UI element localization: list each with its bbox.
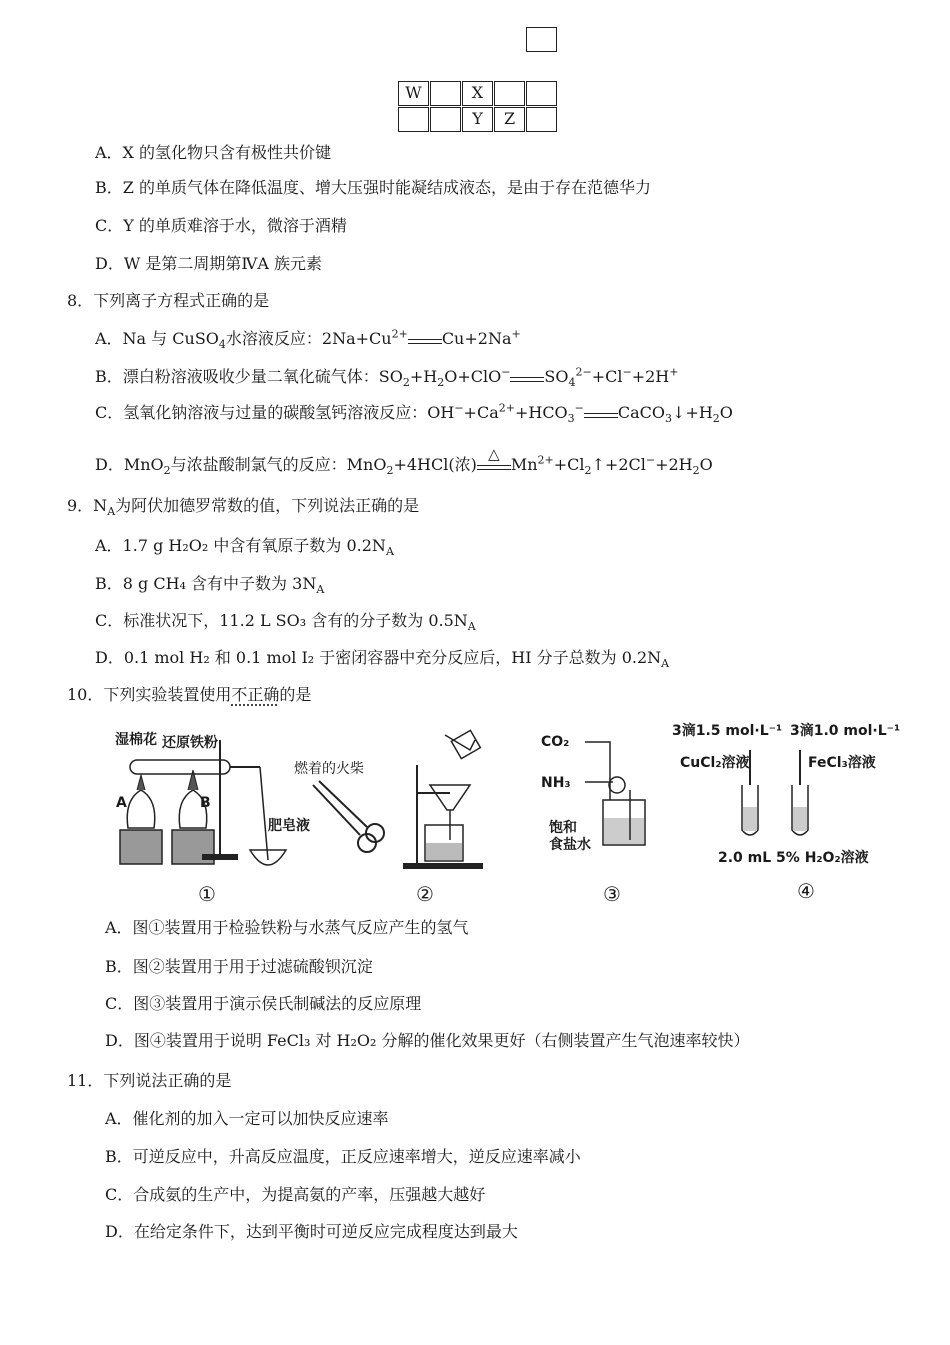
- fig4-label-drops-right: 3滴1.0 mol·L⁻¹: [790, 723, 901, 739]
- q9-option-c: C．标准状况下，11.2 L SO₃ 含有的分子数为 $0.5N_A$: [95, 611, 476, 634]
- q11-stem: 11．下列说法正确的是: [67, 1071, 232, 1090]
- fig4-label-drops-left: 3滴1.5 mol·L⁻¹: [672, 723, 783, 739]
- fig4-label-h2o2: 2.0 mL 5% H₂O₂溶液: [718, 850, 869, 866]
- q10-stem: 10．下列实验装置使用不正确的是: [67, 685, 312, 704]
- table-cell-y: Y: [462, 107, 493, 132]
- q11-option-d: D．在给定条件下，达到平衡时可逆反应完成程度达到最大: [105, 1222, 518, 1241]
- q7-option-c: C．Y 的单质难溶于水，微溶于酒精: [95, 216, 347, 235]
- fig3-label-nh3: NH₃: [541, 775, 571, 791]
- q7-option-a: A．X 的氢化物只含有极性共价键: [95, 143, 332, 162]
- figure-2-filtration: [395, 725, 495, 875]
- figure-4-test-tubes: [730, 745, 820, 845]
- q10-option-b: B．图②装置用于用于过滤硫酸钡沉淀: [105, 957, 373, 976]
- figure-3-gas-bottle: [585, 730, 660, 855]
- q11-option-b: B．可逆反应中，升高反应温度，正反应速率增大，逆反应速率减小: [105, 1147, 581, 1166]
- fig1-label-b: B: [200, 795, 211, 811]
- q8-stem: 8．下列离子方程式正确的是: [67, 291, 270, 310]
- q8-option-b: B．漂白粉溶液吸收少量二氧化硫气体：$SO_2+H_2O+ClO^-$ $SO_4^{2-}+Cl^-+2H^+$: [95, 365, 679, 390]
- q10-option-a: A．图①装置用于检验铁粉与水蒸气反应产生的氢气: [105, 918, 469, 937]
- q8-option-a: A．Na 与 CuSO$_4$水溶液反应：$2Na+Cu^{2+}$ Cu+2Na+: [95, 327, 521, 352]
- table-cell: [526, 27, 557, 52]
- q9-option-b: B．8 g CH₄ 含有中子数为 $3N_A$: [95, 574, 325, 597]
- q7-option-d: D．W 是第二周期第ⅣA 族元素: [95, 254, 322, 273]
- q8-option-c: C．氢氧化钠溶液与过量的碳酸氢钙溶液反应：$OH^-+Ca^{2+}+HCO_3^-$ $CaCO_3↓+H_2O$: [95, 401, 733, 426]
- fig1-label-wet-cotton: 湿棉花: [115, 732, 157, 748]
- fig3-label-saturated: 饱和: [549, 820, 577, 836]
- table-cell: [430, 107, 461, 132]
- table-cell: [430, 81, 461, 106]
- table-cell: [398, 107, 429, 132]
- table-cell-z: Z: [494, 107, 525, 132]
- fig4-label-fecl3: FeCl₃溶液: [808, 755, 876, 771]
- q10-option-d: D．图④装置用于说明 FeCl₃ 对 H₂O₂ 分解的催化效果更好（右侧装置产生气泡速率较快）: [105, 1031, 750, 1050]
- fig3-label-brine: 食盐水: [549, 837, 591, 853]
- tongs-with-match-icon: [305, 775, 385, 860]
- figure-1-number: ①: [198, 882, 216, 906]
- q11-option-c: C．合成氨的生产中，为提高氨的产率，压强越大越好: [105, 1185, 486, 1204]
- q11-option-a: A．催化剂的加入一定可以加快反应速率: [105, 1109, 389, 1128]
- figure-4-number: ④: [797, 879, 815, 903]
- fig1-label-soap: 肥皂液: [268, 818, 310, 834]
- fig4-label-cucl2: CuCl₂溶液: [680, 755, 750, 771]
- q9-stem: 9．$N_A$为阿伏加德罗常数的值，下列说法正确的是: [67, 496, 420, 519]
- q8-option-d: D．MnO$_2$与浓盐酸制氯气的反应：MnO$_2$+4HCl(浓) △ $Mn^{2+}+Cl_2↑+2Cl^-+2H_2O$: [95, 445, 713, 478]
- table-cell-x: X: [462, 81, 493, 106]
- q7-option-b: B．Z 的单质气体在降低温度、增大压强时能凝结成液态，是由于存在范德华力: [95, 178, 651, 197]
- table-cell: [494, 81, 525, 106]
- fig-match-label: 燃着的火柴: [294, 761, 364, 777]
- figure-3-number: ③: [603, 882, 621, 906]
- fig1-label-iron-powder: 还原铁粉: [162, 735, 218, 751]
- table-cell: [526, 81, 557, 106]
- table-cell-w: W: [398, 81, 429, 106]
- q10-option-c: C．图③装置用于演示侯氏制碱法的反应原理: [105, 994, 422, 1013]
- fig1-label-a: A: [116, 795, 127, 811]
- fig3-label-co2: CO₂: [541, 734, 570, 750]
- q9-option-d: D．0.1 mol H₂ 和 0.1 mol I₂ 于密闭容器中充分反应后，HI 分子总数为 $0.2N_A$: [95, 648, 670, 671]
- q9-option-a: A．1.7 g H₂O₂ 中含有氧原子数为 $0.2N_A$: [95, 536, 394, 559]
- table-cell: [526, 107, 557, 132]
- figure-2-number: ②: [416, 882, 434, 906]
